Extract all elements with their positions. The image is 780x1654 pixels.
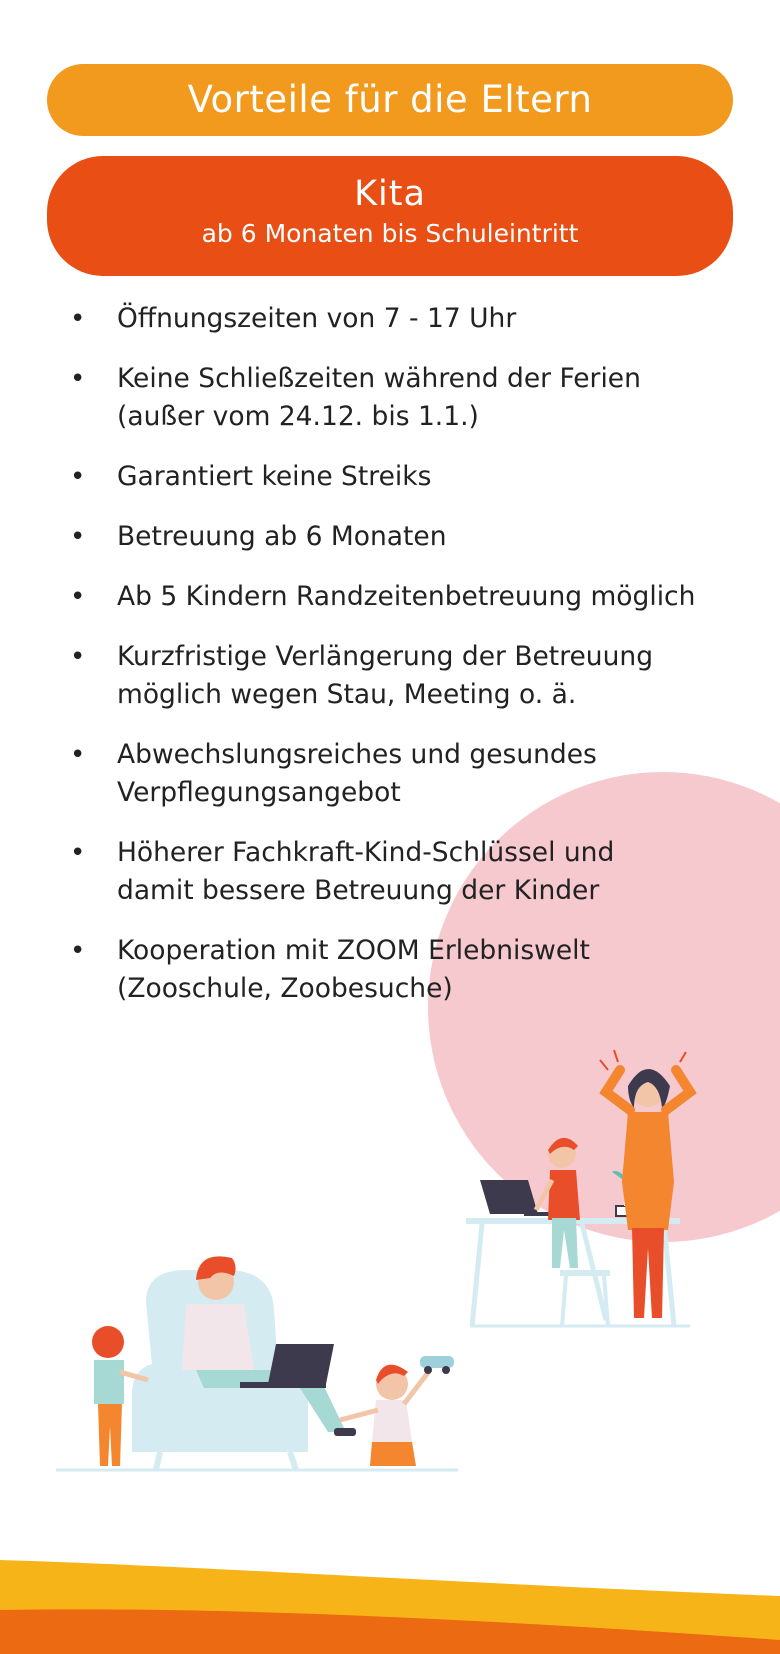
bullet: • xyxy=(70,582,86,612)
chair-leg xyxy=(156,1452,160,1470)
benefit-line: (außer vom 24.12. bis 1.1.) xyxy=(117,401,479,432)
list-item xyxy=(60,932,760,1008)
armchair xyxy=(132,1270,308,1452)
benefit-line: Betreuung ab 6 Monaten xyxy=(117,521,447,552)
list-item xyxy=(60,518,760,556)
toy-car-wheel xyxy=(442,1366,450,1374)
section-subtitle: ab 6 Monaten bis Schuleintritt xyxy=(201,219,579,248)
desk-leg xyxy=(472,1224,482,1326)
benefit-line: Kooperation mit ZOOM Erlebniswelt xyxy=(117,935,590,966)
bullet: • xyxy=(70,522,86,552)
bullet: • xyxy=(70,642,86,672)
child-arm xyxy=(340,1410,378,1420)
desk-leg xyxy=(582,1224,606,1320)
father-head xyxy=(198,1264,234,1300)
footer-wave-yellow xyxy=(0,1560,780,1654)
bullet: • xyxy=(70,740,86,770)
chair-leg xyxy=(290,1452,296,1470)
bullet: • xyxy=(70,936,86,966)
toy-car-wheel xyxy=(424,1366,432,1374)
child-pants xyxy=(552,1218,578,1268)
list-item xyxy=(60,360,760,436)
header-title: Vorteile für die Eltern xyxy=(187,78,593,121)
list-item xyxy=(60,638,760,714)
child-pants xyxy=(98,1404,122,1466)
benefit-line: Ab 5 Kindern Randzeitenbetreuung möglich xyxy=(117,581,696,612)
child-shirt xyxy=(94,1360,124,1404)
father-hair xyxy=(196,1256,236,1280)
benefits-list xyxy=(60,300,760,1030)
benefit-line: Kurzfristige Verlängerung der Betreuung xyxy=(117,641,654,672)
father-shirt xyxy=(182,1304,254,1370)
benefit-line: Verpflegungsangebot xyxy=(117,777,401,808)
benefit-line: Höherer Fachkraft-Kind-Schlüssel und xyxy=(117,837,615,868)
bullet: • xyxy=(70,838,86,868)
section-banner xyxy=(47,156,733,276)
child-arm xyxy=(404,1370,430,1404)
child-shirt xyxy=(372,1400,412,1442)
laptop-base xyxy=(240,1382,326,1388)
benefit-line: (Zooschule, Zoobesuche) xyxy=(117,973,453,1004)
header-banner xyxy=(47,64,733,136)
stool-seat xyxy=(560,1270,610,1276)
child-hair xyxy=(376,1365,408,1384)
child-head xyxy=(92,1326,124,1358)
list-item xyxy=(60,834,760,910)
list-item xyxy=(60,458,760,496)
child-head xyxy=(376,1368,408,1400)
benefit-line: Keine Schließzeiten während der Ferien xyxy=(117,363,641,394)
benefit-line: möglich wegen Stau, Meeting o. ä. xyxy=(117,679,577,710)
benefit-line: Garantiert keine Streiks xyxy=(117,461,432,492)
child-pants xyxy=(370,1442,416,1466)
bullet: • xyxy=(70,462,86,492)
benefit-line: Öffnungszeiten von 7 - 17 Uhr xyxy=(117,303,517,334)
section-title: Kita xyxy=(354,174,426,214)
list-item xyxy=(60,578,760,616)
stool-leg xyxy=(604,1276,608,1326)
child-arm xyxy=(120,1372,148,1380)
stool-leg xyxy=(562,1276,566,1326)
bullet: • xyxy=(70,304,86,334)
toy-car-icon xyxy=(420,1356,454,1368)
list-item xyxy=(60,300,760,338)
benefit-line: damit bessere Betreuung der Kinder xyxy=(117,875,600,906)
father-pants xyxy=(196,1370,346,1432)
armchair-scene-illustration xyxy=(56,1256,458,1470)
bullet: • xyxy=(70,364,86,394)
father-shoe xyxy=(334,1428,356,1436)
laptop-icon xyxy=(268,1344,334,1384)
footer-wave-orange xyxy=(0,1609,780,1654)
benefit-line: Abwechslungsreiches und gesundes xyxy=(117,739,597,770)
list-item xyxy=(60,736,760,812)
